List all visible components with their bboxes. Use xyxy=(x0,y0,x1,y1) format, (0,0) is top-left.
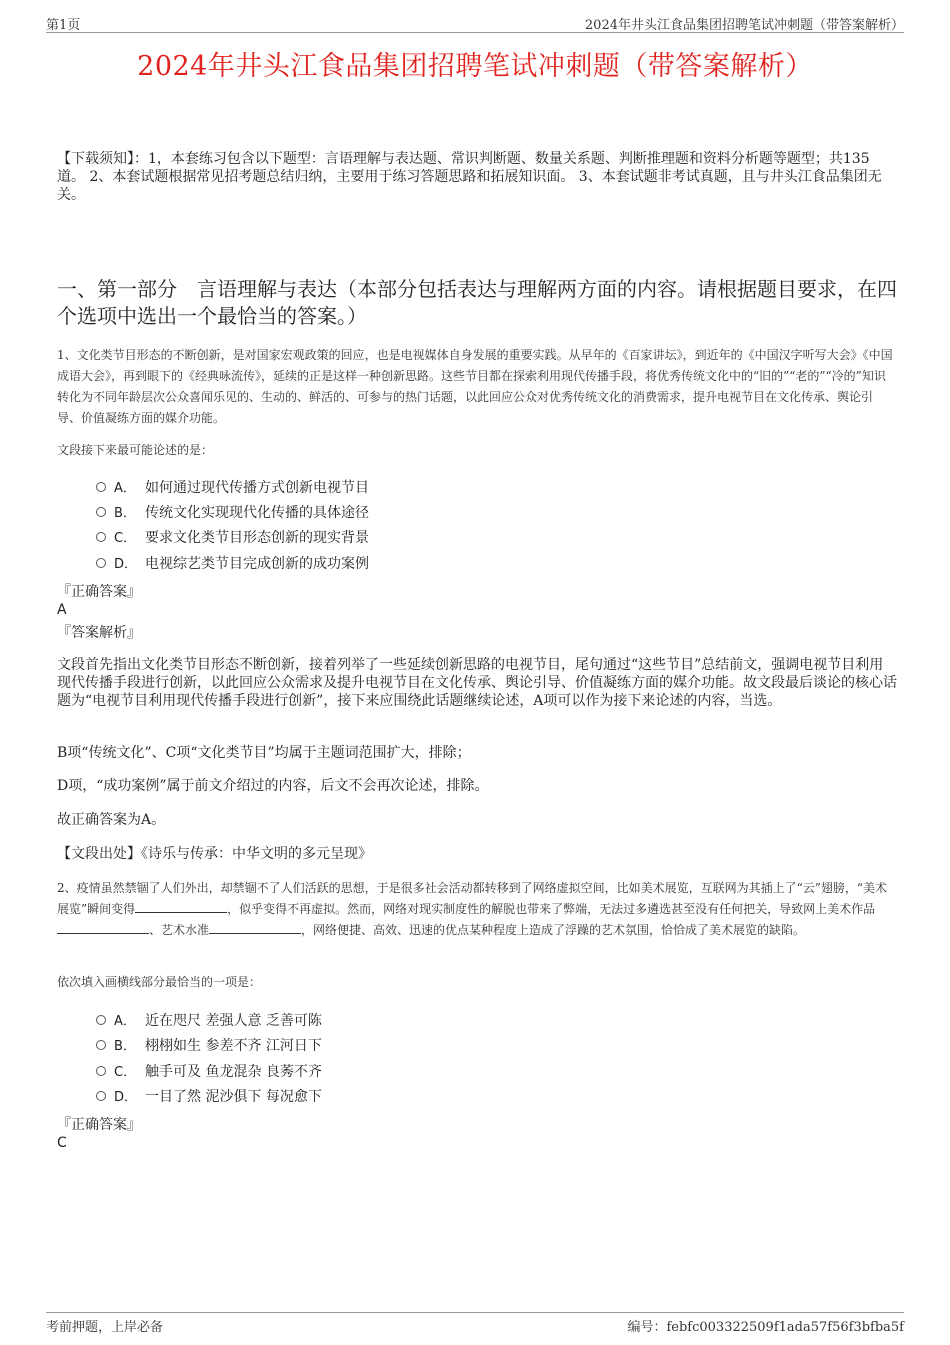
question-1-analysis-paragraph: 故正确答案为A。 xyxy=(57,812,166,828)
option-letter: B． xyxy=(114,506,136,521)
option-text: 如何通过现代传播方式创新电视节目 xyxy=(145,480,369,496)
page-header xyxy=(46,14,904,33)
question-1-answer-label: 『正确答案』 xyxy=(57,584,141,600)
radio-icon[interactable] xyxy=(96,482,106,492)
radio-icon[interactable] xyxy=(96,1040,106,1050)
question-1-prompt: 文段接下来最可能论述的是： xyxy=(57,443,214,457)
option-letter: D． xyxy=(114,1090,138,1105)
option-letter: D． xyxy=(114,557,138,572)
fill-blank xyxy=(135,900,227,913)
radio-icon[interactable] xyxy=(96,1015,106,1025)
question-1-analysis-paragraph: D项，“成功案例”属于前文介绍过的内容，后文不会再次论述，排除。 xyxy=(57,778,489,794)
option-text: 触手可及 鱼龙混杂 良莠不齐 xyxy=(145,1064,322,1080)
question-1-analysis-label: 『答案解析』 xyxy=(57,625,141,641)
question-1-stem: 1、文化类节目形态的不断创新，是对国家宏观政策的回应，也是电视媒体自身发展的重要实践。从早年的《百家讲坛》，到近年的《中国汉字听写大会》《中国成语大会》，再到眼下的《经典咏流传》，延续的正是这样一种创新思路。这些节目都在探索利用现代传播手段，将优秀传统文化中的“旧的”“老的”“冷的”知识转化为不同年龄层次公众喜闻乐见的、生动的、鲜活的、可参与的热门话题，以此回应公众对优秀传统文化的消费需求，提升电视节目在文化传承、舆论引导、价值凝练方面的媒介功能。 xyxy=(57,348,893,425)
footer-slogan: 考前押题，上岸必备 xyxy=(46,1320,164,1335)
option-letter: A． xyxy=(114,1014,136,1029)
stem-segment: 、艺术水准 xyxy=(149,923,210,937)
radio-icon[interactable] xyxy=(96,532,106,542)
option-letter: B． xyxy=(114,1039,136,1054)
radio-icon[interactable] xyxy=(96,1091,106,1101)
question-2-stem xyxy=(57,878,895,941)
fill-blank xyxy=(209,921,301,934)
option-letter: C． xyxy=(114,531,137,546)
radio-icon[interactable] xyxy=(96,1066,106,1076)
stem-segment: 2、疫情虽然禁锢了人们外出，却禁锢不了人们活跃的思想，于是很多社会活动都转移到了网络虚拟空间，比如美术展览，互联网为其插上了“云”翅膀，“美术展览”瞬间变得 xyxy=(57,881,888,916)
option-text: 近在咫尺 差强人意 乏善可陈 xyxy=(145,1013,322,1029)
option-text: 要求文化类节目形态创新的现实背景 xyxy=(145,530,369,546)
fill-blank xyxy=(57,921,149,934)
option-letter: A． xyxy=(114,481,136,496)
question-2-answer-label: 『正确答案』 xyxy=(57,1117,141,1133)
question-1-answer: A xyxy=(57,602,67,618)
option-text: 栩栩如生 参差不齐 江河日下 xyxy=(145,1038,322,1054)
question-2-answer: C xyxy=(57,1135,67,1151)
option-text: 传统文化实现现代化传播的具体途径 xyxy=(145,505,369,521)
question-1-analysis-paragraph: 文段首先指出文化类节目形态不断创新，接着列举了一些延续创新思路的电视节目，尾句通过“这些节目”总结前文，强调电视节目利用现代传播手段进行创新，以此回应公众需求及提升电视节目在文化传承、舆论引导、价值凝练方面的媒介功能。故文段最后谈论的核心话题为“电视节目利用现代传播手段进行创新”，接下来应围绕此话题继续论述，A项可以作为接下来论述的内容，当选。 xyxy=(57,657,897,709)
question-1-source: 【文段出处】《诗乐与传承：中华文明的多元呈现》 xyxy=(57,846,372,862)
radio-icon[interactable] xyxy=(96,507,106,517)
option-text: 一目了然 泥沙俱下 每况愈下 xyxy=(145,1089,322,1105)
option-letter: C． xyxy=(114,1065,137,1080)
header-doc-title: 2024年井头江食品集团招聘笔试冲刺题（带答案解析） xyxy=(584,18,904,33)
question-1-analysis-paragraph: B项“传统文化”、C项“文化类节目”均属于主题词范围扩大，排除； xyxy=(57,745,471,761)
radio-icon[interactable] xyxy=(96,558,106,568)
document-title: 2024年井头江食品集团招聘笔试冲刺题（带答案解析） xyxy=(137,51,813,82)
stem-segment: ，似乎变得不再虚拟。然而，网络对现实制度性的解脱也带来了弊端，无法过多遴选甚至没有任何把关，导致网上美术作品 xyxy=(227,902,876,916)
option-text: 电视综艺类节目完成创新的成功案例 xyxy=(145,556,369,572)
footer-code: 编号：febfc003322509f1ada57f56f3bfba5f xyxy=(627,1320,904,1335)
section-title: 一、第一部分 言语理解与表达（本部分包括表达与理解两方面的内容。请根据题目要求，在四个选项中选出一个最恰当的答案。） xyxy=(57,277,897,328)
question-2-prompt: 依次填入画横线部分最恰当的一项是： xyxy=(57,975,262,989)
page-number: 第1页 xyxy=(46,18,81,33)
stem-segment: ，网络便捷、高效、迅速的优点某种程度上造成了浮躁的艺术氛围，恰恰成了美术展览的缺陷。 xyxy=(301,923,806,937)
download-notice: 【下载须知】：1，本套练习包含以下题型：言语理解与表达题、常识判断题、数量关系题、判断推理题和资料分析题等题型；共135道。 2、本套试题根据常见招考题总结归纳，主要用于练习答题思路和拓展知识面。 3、本套试题非考试真题，且与井头江食品集团无关。 xyxy=(57,151,882,203)
page-footer xyxy=(46,1312,904,1333)
